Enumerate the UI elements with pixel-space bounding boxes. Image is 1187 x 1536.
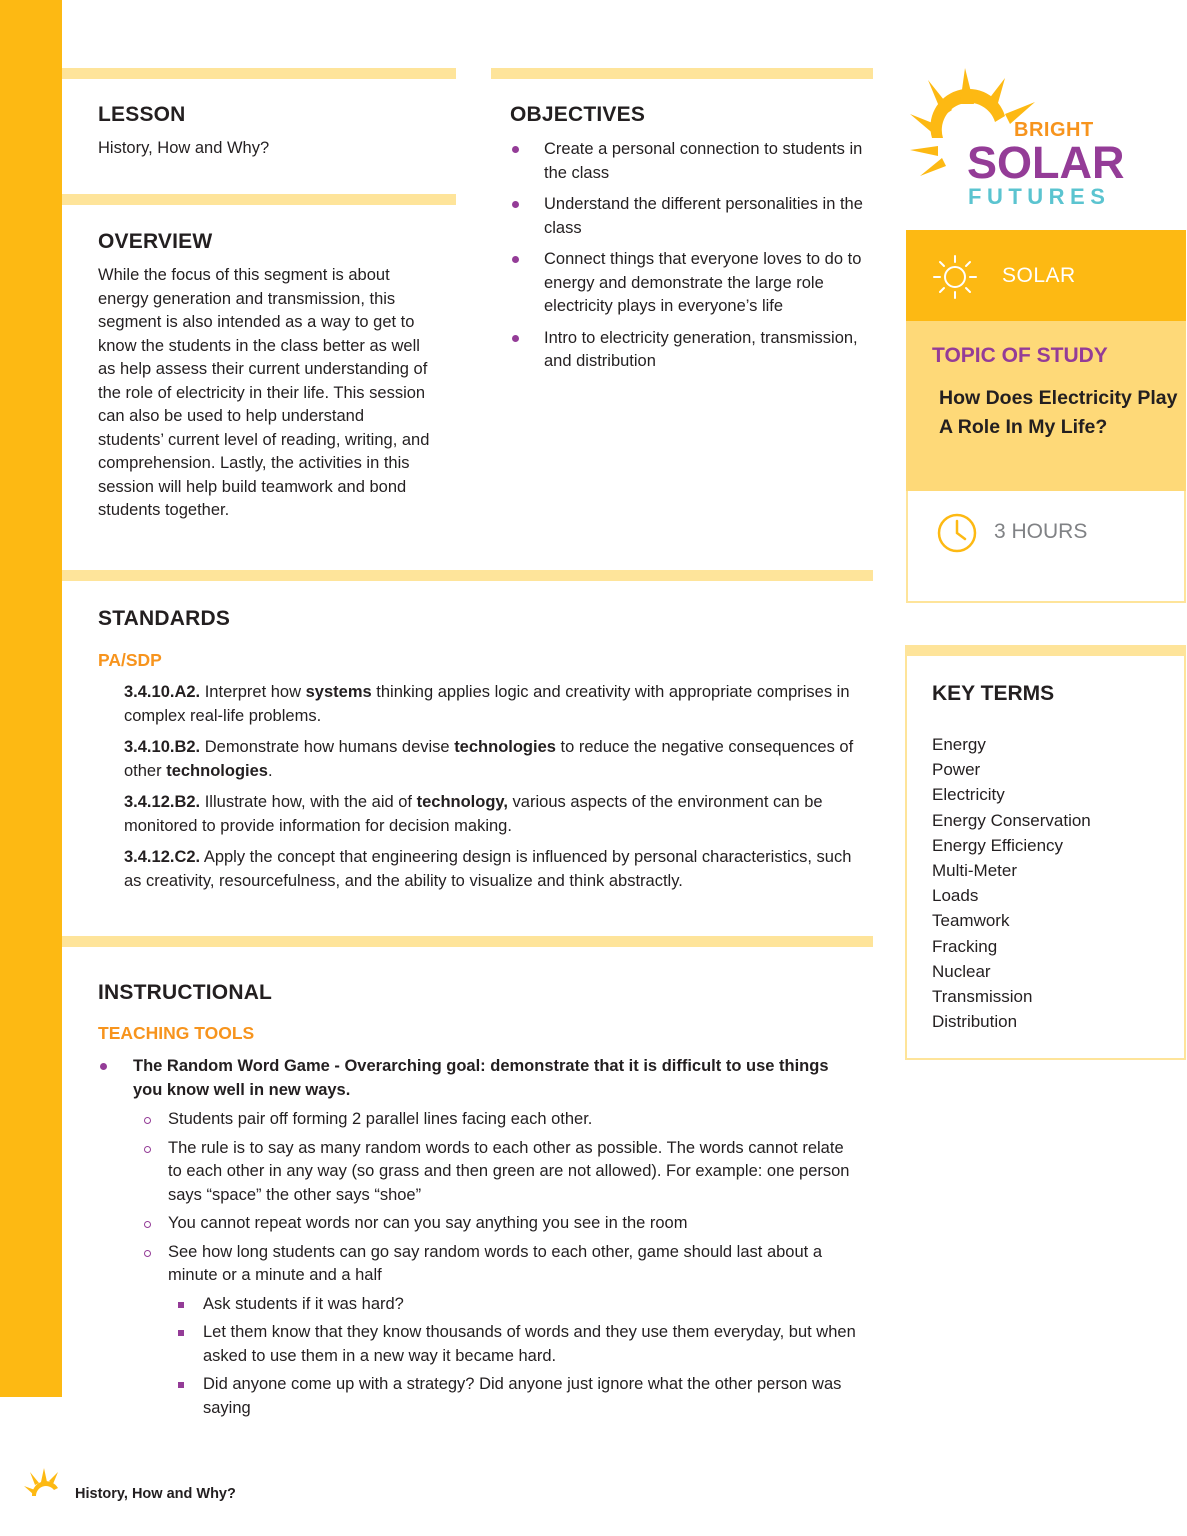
key-term: Power	[932, 760, 981, 780]
key-terms-list	[932, 732, 1091, 1034]
overview-text: While the focus of this segment is about energy generation and transmission, this segment is also intended as a way to get to know the students in the class better as well as help assess their current understanding of the role of electricity in their life. This session can also be used to help understand students’ current level of reading, writing, and comprehension. Lastly, the activities in this session will help build teamwork and bond students together.	[98, 266, 430, 519]
key-terms-heading: KEY TERMS	[932, 682, 1055, 705]
logo-solar-text: SOLAR	[967, 137, 1125, 188]
objective-item	[510, 138, 865, 185]
duration-label: 3 HOURS	[994, 520, 1088, 543]
standard-code: 3.4.10.A2.	[124, 683, 201, 701]
objective-text: Create a personal connection to students in the class	[544, 140, 863, 182]
overview-heading: OVERVIEW	[98, 230, 213, 253]
key-term: Teamwork	[932, 911, 1010, 931]
standard-keyword: technologies	[166, 761, 268, 780]
lesson-title: History, How and Why?	[98, 139, 270, 157]
key-term: Distribution	[932, 1012, 1018, 1032]
divider-objectives-top	[491, 68, 873, 79]
standard-text: to reduce the negative consequences of other	[124, 738, 854, 780]
game-step	[98, 1108, 858, 1132]
bullet	[512, 201, 519, 208]
standard-text: thinking applies logic and creativity with appropriate comprises in complex real-life problems.	[124, 683, 850, 725]
standard-text: Interpret how	[200, 683, 306, 701]
key-term: Multi-Meter	[932, 861, 1018, 881]
standard-item	[124, 846, 859, 893]
standard-text: .	[267, 761, 273, 780]
followup-item	[98, 1293, 858, 1317]
bullet	[512, 335, 519, 342]
left-accent-bar	[0, 0, 62, 1397]
lesson-heading: LESSON	[98, 103, 186, 126]
objective-item	[510, 248, 865, 319]
step-text: Students pair off forming 2 parallel lines facing each other.	[168, 1110, 593, 1128]
key-term: Loads	[932, 886, 979, 906]
game-step	[98, 1212, 858, 1236]
standard-keyword: systems	[305, 683, 372, 701]
objective-text: Connect things that everyone loves to do to energy and demonstrate the large role electricity plays in everyone’s life	[544, 250, 862, 315]
followup-text: Let them know that they know thousands of words and they use them everyday, but when asked to use them in a new way it became hard.	[203, 1323, 856, 1365]
logo-bright-text: BRIGHT	[1014, 119, 1094, 141]
key-term: Energy Efficiency	[932, 835, 1064, 855]
objective-text: Intro to electricity generation, transmission, and distribution	[544, 328, 858, 370]
followup-text: Did anyone come up with a strategy? Did anyone just ignore what the other person was saying	[203, 1375, 842, 1417]
subject-label: SOLAR	[1002, 264, 1076, 287]
standards-heading: STANDARDS	[98, 607, 231, 630]
standard-text: Demonstrate how humans devise	[200, 738, 455, 756]
step-text: See how long students can go say random words to each other, game should last about a minute or a minute and a half	[168, 1242, 822, 1284]
objectives-list	[510, 138, 865, 382]
bullet	[178, 1382, 184, 1388]
divider-overview-top	[62, 194, 456, 205]
followup-item	[98, 1321, 858, 1368]
bullet	[178, 1330, 184, 1336]
standard-code: 3.4.12.C2.	[124, 848, 201, 866]
standard-item	[124, 681, 859, 728]
bullet	[100, 1063, 107, 1070]
standard-keyword: technologies	[454, 738, 556, 756]
topic-heading: TOPIC OF STUDY	[932, 344, 1108, 367]
game-step	[98, 1241, 858, 1288]
divider-instructional-top	[62, 936, 873, 947]
bullet	[144, 1250, 151, 1257]
standards-list	[124, 681, 859, 901]
divider-standards-top	[62, 570, 873, 581]
key-term: Fracking	[932, 936, 998, 956]
standard-text: various aspects of the environment can be monitored to provide information for decision making.	[124, 793, 823, 835]
bullet	[144, 1221, 151, 1228]
key-term: Electricity	[932, 785, 1005, 805]
bullet	[512, 256, 519, 263]
game-title-item	[98, 1055, 858, 1102]
game-step	[98, 1137, 858, 1208]
topic-question: How Does Electricity Play A Role In My Life?	[939, 387, 1178, 438]
divider-lesson-top	[62, 68, 456, 79]
sun-icon	[932, 254, 978, 300]
bullet	[144, 1146, 151, 1153]
standard-item	[124, 791, 859, 838]
standard-code: 3.4.10.B2.	[124, 738, 201, 756]
standard-text: Apply the concept that engineering design is influenced by personal characteristics, such as creativity, resourcefulness, and the ability to visualize and think abstractly.	[124, 848, 852, 890]
footer-sun-icon	[24, 1466, 64, 1506]
step-text: The rule is to say as many random words to each other as possible. The words cannot relate to each other in any way (so grass and then green are not allowed). For example: one person says “space” the other says “shoe”	[168, 1138, 850, 1204]
game-title: The Random Word Game - Overarching goal: demonstrate that it is difficult to use things you know well in new ways.	[133, 1057, 829, 1099]
teaching-tools-list	[98, 1055, 858, 1425]
key-term: Energy Conservation	[932, 810, 1091, 830]
followup-item	[98, 1373, 858, 1420]
bullet	[144, 1117, 151, 1124]
teaching-tools-heading: TEACHING TOOLS	[98, 1023, 255, 1043]
clock-icon	[936, 512, 978, 554]
standard-text: Illustrate how, with the aid of	[200, 793, 417, 811]
standard-item	[124, 736, 859, 783]
footer-title: History, How and Why?	[75, 1486, 236, 1502]
key-term: Energy	[932, 735, 986, 754]
standard-keyword: technology,	[416, 793, 508, 811]
key-term: Nuclear	[932, 961, 991, 981]
followup-text: Ask students if it was hard?	[203, 1294, 404, 1313]
instructional-heading: INSTRUCTIONAL	[98, 981, 273, 1004]
standards-subheading: PA/SDP	[98, 650, 162, 670]
bullet	[178, 1302, 184, 1308]
standard-code: 3.4.12.B2.	[124, 793, 201, 811]
bullet	[512, 146, 519, 153]
logo-futures-text: FUTURES	[968, 184, 1111, 209]
step-text: You cannot repeat words nor can you say anything you see in the room	[168, 1214, 688, 1232]
objectives-heading: OBJECTIVES	[510, 103, 646, 126]
key-term: Transmission	[932, 987, 1033, 1007]
objective-text: Understand the different personalities in the class	[544, 195, 863, 237]
objective-item	[510, 193, 865, 240]
objective-item	[510, 327, 865, 374]
